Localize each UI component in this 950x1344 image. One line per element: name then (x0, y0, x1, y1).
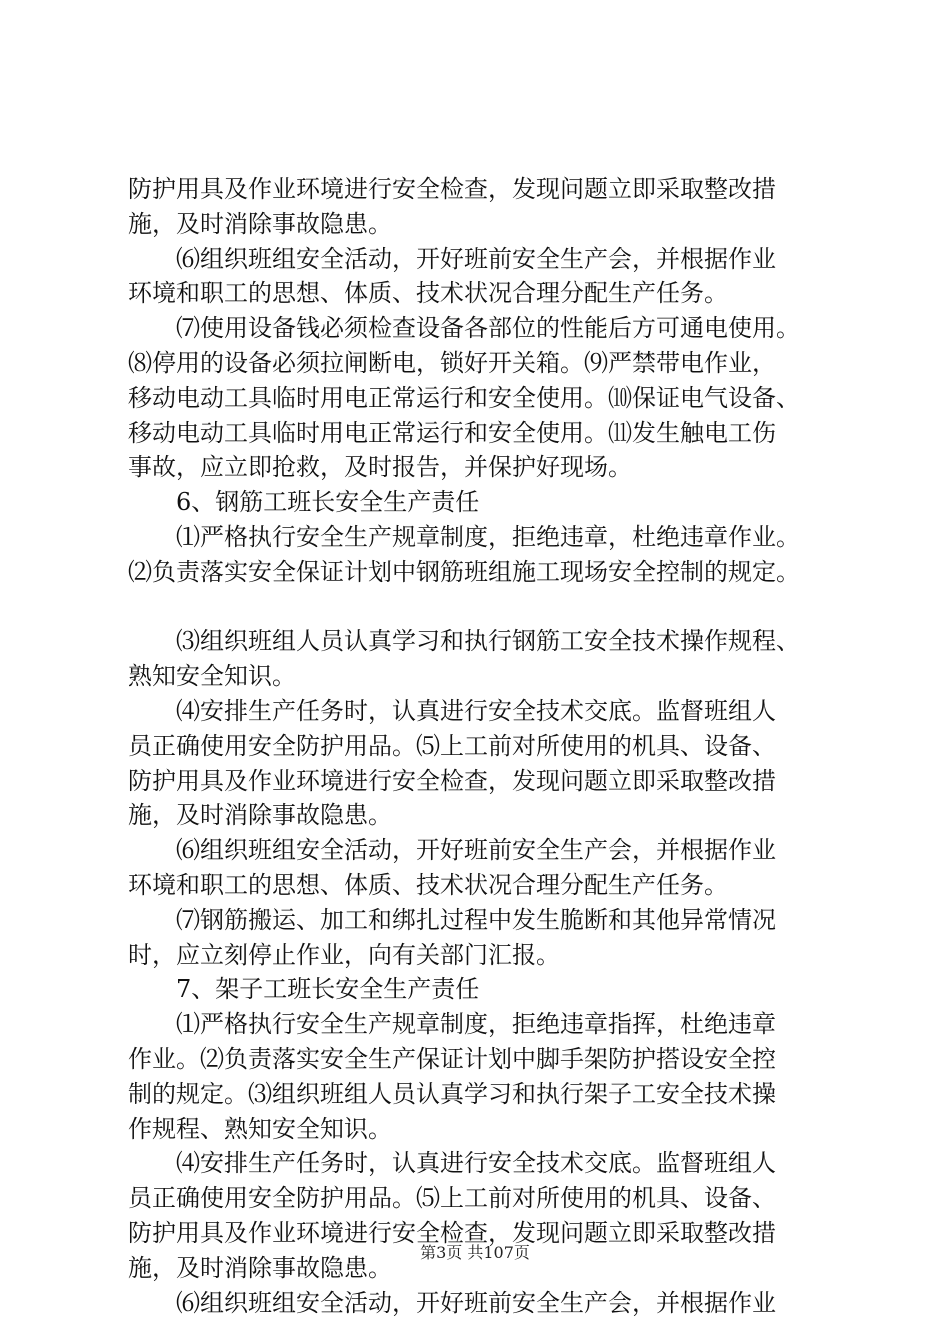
text-line: ⑴严格执行安全生产规章制度，拒绝违章指挥，杜绝违章 (176, 1010, 776, 1039)
text-line: 员正确使用安全防护用品。⑸上工前对所使用的机具、设备、 (128, 731, 776, 760)
text-line: ⑶组织班组人员认真学习和执行钢筋工安全技术操作规程、 (176, 627, 800, 656)
text-line: ⑷安排生产任务时，认真进行安全技术交底。监督班组人 (176, 1149, 776, 1178)
page-footer: 第3页 共107页 (420, 1243, 530, 1262)
text-line: 熟知安全知识。 (128, 662, 296, 691)
text-line: ⑻停用的设备必须拉闸断电，锁好开关箱。⑼严禁带电作业， (128, 348, 776, 377)
text-line: 移动电动工具临时用电正常运行和安全使用。⑾发生触电工伤 (128, 418, 776, 447)
text-line: ⑵负责落实安全保证计划中钢筋班组施工现场安全控制的规定。 (128, 557, 800, 586)
text-line: 防护用具及作业环境进行安全检查，发现问题立即采取整改措 (128, 766, 776, 795)
text-line: 移动电动工具临时用电正常运行和安全使用。⑽保证电气设备、 (128, 383, 800, 412)
text-line: 环境和职工的思想、体质、技术状况合理分配生产任务。 (128, 279, 728, 308)
text-line: ⑺钢筋搬运、加工和绑扎过程中发生脆断和其他异常情况 (176, 905, 776, 934)
text-line: ⑹组织班组安全活动，开好班前安全生产会，并根据作业 (176, 244, 776, 273)
blank-line (128, 590, 840, 625)
text-line: 防护用具及作业环境进行安全检查，发现问题立即采取整改措 (128, 175, 776, 203)
text-line: 防护用具及作业环境进行安全检查，发现问题立即采取整改措 (128, 1218, 776, 1247)
text-line: ⑷安排生产任务时，认真进行安全技术交底。监督班组人 (176, 696, 776, 725)
text-line: 7、架子工班长安全生产责任 (176, 975, 480, 1004)
text-line: ⑺使用设备钱必须检查设备各部位的性能后方可通电使用。 (176, 314, 800, 343)
document-body (128, 172, 840, 1320)
text-line: 施，及时消除事故隐患。 (128, 1253, 392, 1282)
text-line: 环境和职工的思想、体质、技术状况合理分配生产任务。 (128, 870, 728, 899)
text-line: ⑹组织班组安全活动，开好班前安全生产会，并根据作业 (176, 1288, 776, 1317)
text-line: 时，应立刻停止作业，向有关部门汇报。 (128, 940, 560, 969)
text-line: 6、钢筋工班长安全生产责任 (176, 488, 480, 517)
text-line: 制的规定。⑶组织班组人员认真学习和执行架子工安全技术操 (128, 1079, 776, 1108)
text-line: 施，及时消除事故隐患。 (128, 209, 392, 238)
text-line: ⑹组织班组安全活动，开好班前安全生产会，并根据作业 (176, 836, 776, 865)
text-line: 事故，应立即抢救，及时报告，并保护好现场。 (128, 453, 632, 482)
text-line: 作业。⑵负责落实安全生产保证计划中脚手架防护搭设安全控 (128, 1044, 776, 1073)
text-line: ⑴严格执行安全生产规章制度，拒绝违章，杜绝违章作业。 (176, 522, 800, 551)
text-line: 施，及时消除事故隐患。 (128, 801, 392, 830)
text-line: 作规程、熟知安全知识。 (128, 1114, 392, 1143)
text-line: 员正确使用安全防护用品。⑸上工前对所使用的机具、设备、 (128, 1184, 776, 1213)
